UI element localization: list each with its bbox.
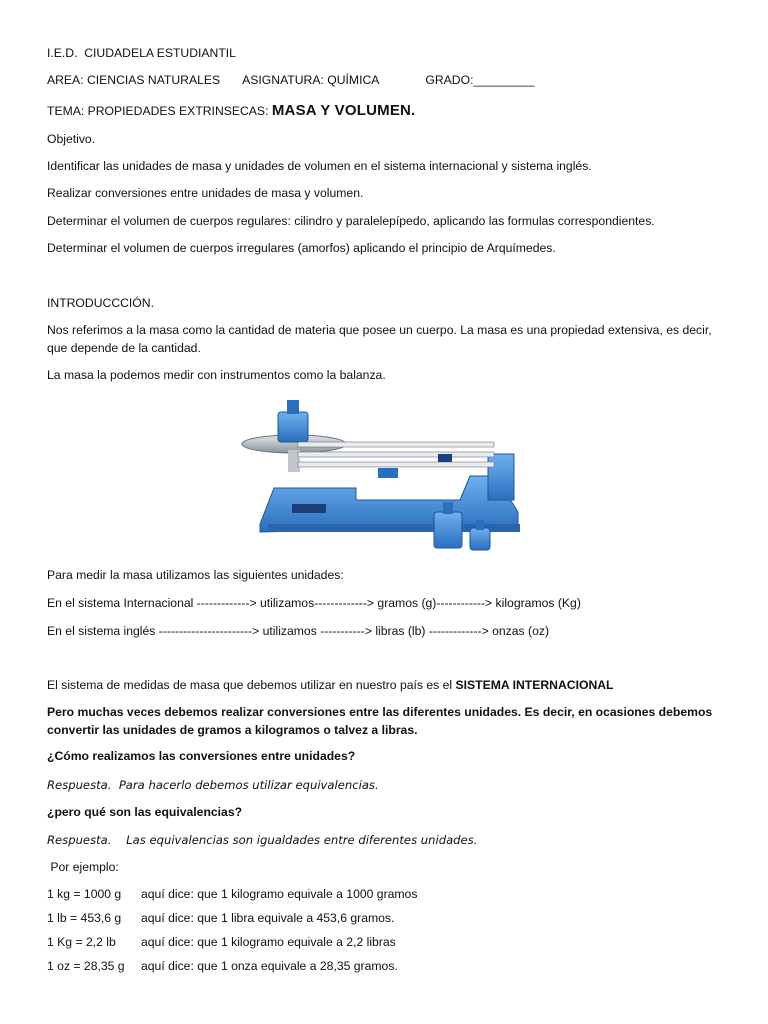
units-si-line: En el sistema Internacional -------------> utilizamos-------------> gramos (g)------------> kilogramos (Kg) <box>47 596 581 610</box>
system-paragraph-1 <box>47 677 614 693</box>
answer-2: Respuesta. Las equivalencias son igualdades entre diferentes unidades. <box>47 833 478 847</box>
intro-paragraph-1: Nos referimos a la masa como la cantidad de materia que posee un cuerpo. La masa es una propiedad extensiva, es decir, que depende de la cantidad. <box>47 323 712 355</box>
area-line <box>47 72 534 88</box>
example-equation: 1 kg = 1000 g <box>47 887 122 901</box>
system-paragraph-2: Pero muchas veces debemos realizar conversiones entre las diferentes unidades. Es decir, en ocasiones debemos convertir las unidades de gramos a kilogramos o talvez a libras. <box>47 705 713 737</box>
example-description: aquí dice: que 1 kilogramo equivale a 2,2 libras <box>141 935 396 949</box>
topic-main: MASA Y VOLUMEN. <box>271 102 416 119</box>
units-intro: Para medir la masa utilizamos las siguientes unidades: <box>47 568 344 582</box>
system-paragraph-1-text: El sistema de medidas de masa que debemos utilizar en nuestro país es el <box>47 678 456 692</box>
topic-prefix: TEMA: PROPIEDADES EXTRINSECAS: <box>47 104 272 118</box>
example-description: aquí dice: que 1 libra equivale a 453,6 gramos. <box>141 911 395 925</box>
objective-item-3: Determinar el volumen de cuerpos regulares: cilindro y paralelepípedo, aplicando las formulas correspondientes. <box>47 214 655 228</box>
example-equation: 1 oz = 28,35 g <box>47 959 125 973</box>
example-equation: 1 Kg = 2,2 lb <box>47 935 116 949</box>
system-international-strong: SISTEMA INTERNACIONAL <box>455 678 614 692</box>
units-english-line: En el sistema inglés -----------------------> utilizamos -----------> libras (lb) -------------> onzas (oz) <box>47 624 549 638</box>
intro-title: INTRODUCCCIÓN. <box>47 296 154 310</box>
subject-label: ASIGNATURA: QUÍMICA <box>242 73 380 87</box>
example-description: aquí dice: que 1 kilogramo equivale a 1000 gramos <box>141 887 418 901</box>
objective-item-1: Identificar las unidades de masa y unidades de volumen en el sistema internacional y sistema inglés. <box>47 159 592 173</box>
grade-label: GRADO:_________ <box>425 73 535 87</box>
examples-title: Por ejemplo: <box>47 860 119 874</box>
example-row <box>47 958 398 974</box>
question-2: ¿pero qué son las equivalencias? <box>47 805 243 819</box>
objective-item-4: Determinar el volumen de cuerpos irregulares (amorfos) aplicando el principio de Arquímedes. <box>47 241 556 255</box>
objective-title: Objetivo. <box>47 132 96 146</box>
answer-1: Respuesta. Para hacerlo debemos utilizar equivalencias. <box>47 778 379 792</box>
question-1: ¿Cómo realizamos las conversiones entre unidades? <box>47 749 356 763</box>
example-row <box>47 910 394 926</box>
area-label: AREA: CIENCIAS NATURALES <box>47 73 221 87</box>
topic-line <box>47 103 415 119</box>
institution-line: I.E.D. CIUDADELA ESTUDIANTIL <box>47 46 236 60</box>
objective-item-2: Realizar conversiones entre unidades de masa y volumen. <box>47 186 364 200</box>
intro-paragraph-2: La masa la podemos medir con instrumentos como la balanza. <box>47 368 386 382</box>
example-row <box>47 934 396 950</box>
example-row <box>47 886 417 902</box>
example-description: aquí dice: que 1 onza equivale a 28,35 gramos. <box>141 959 398 973</box>
triple-beam-balance-image <box>238 392 523 554</box>
example-equation: 1 lb = 453,6 g <box>47 911 122 925</box>
